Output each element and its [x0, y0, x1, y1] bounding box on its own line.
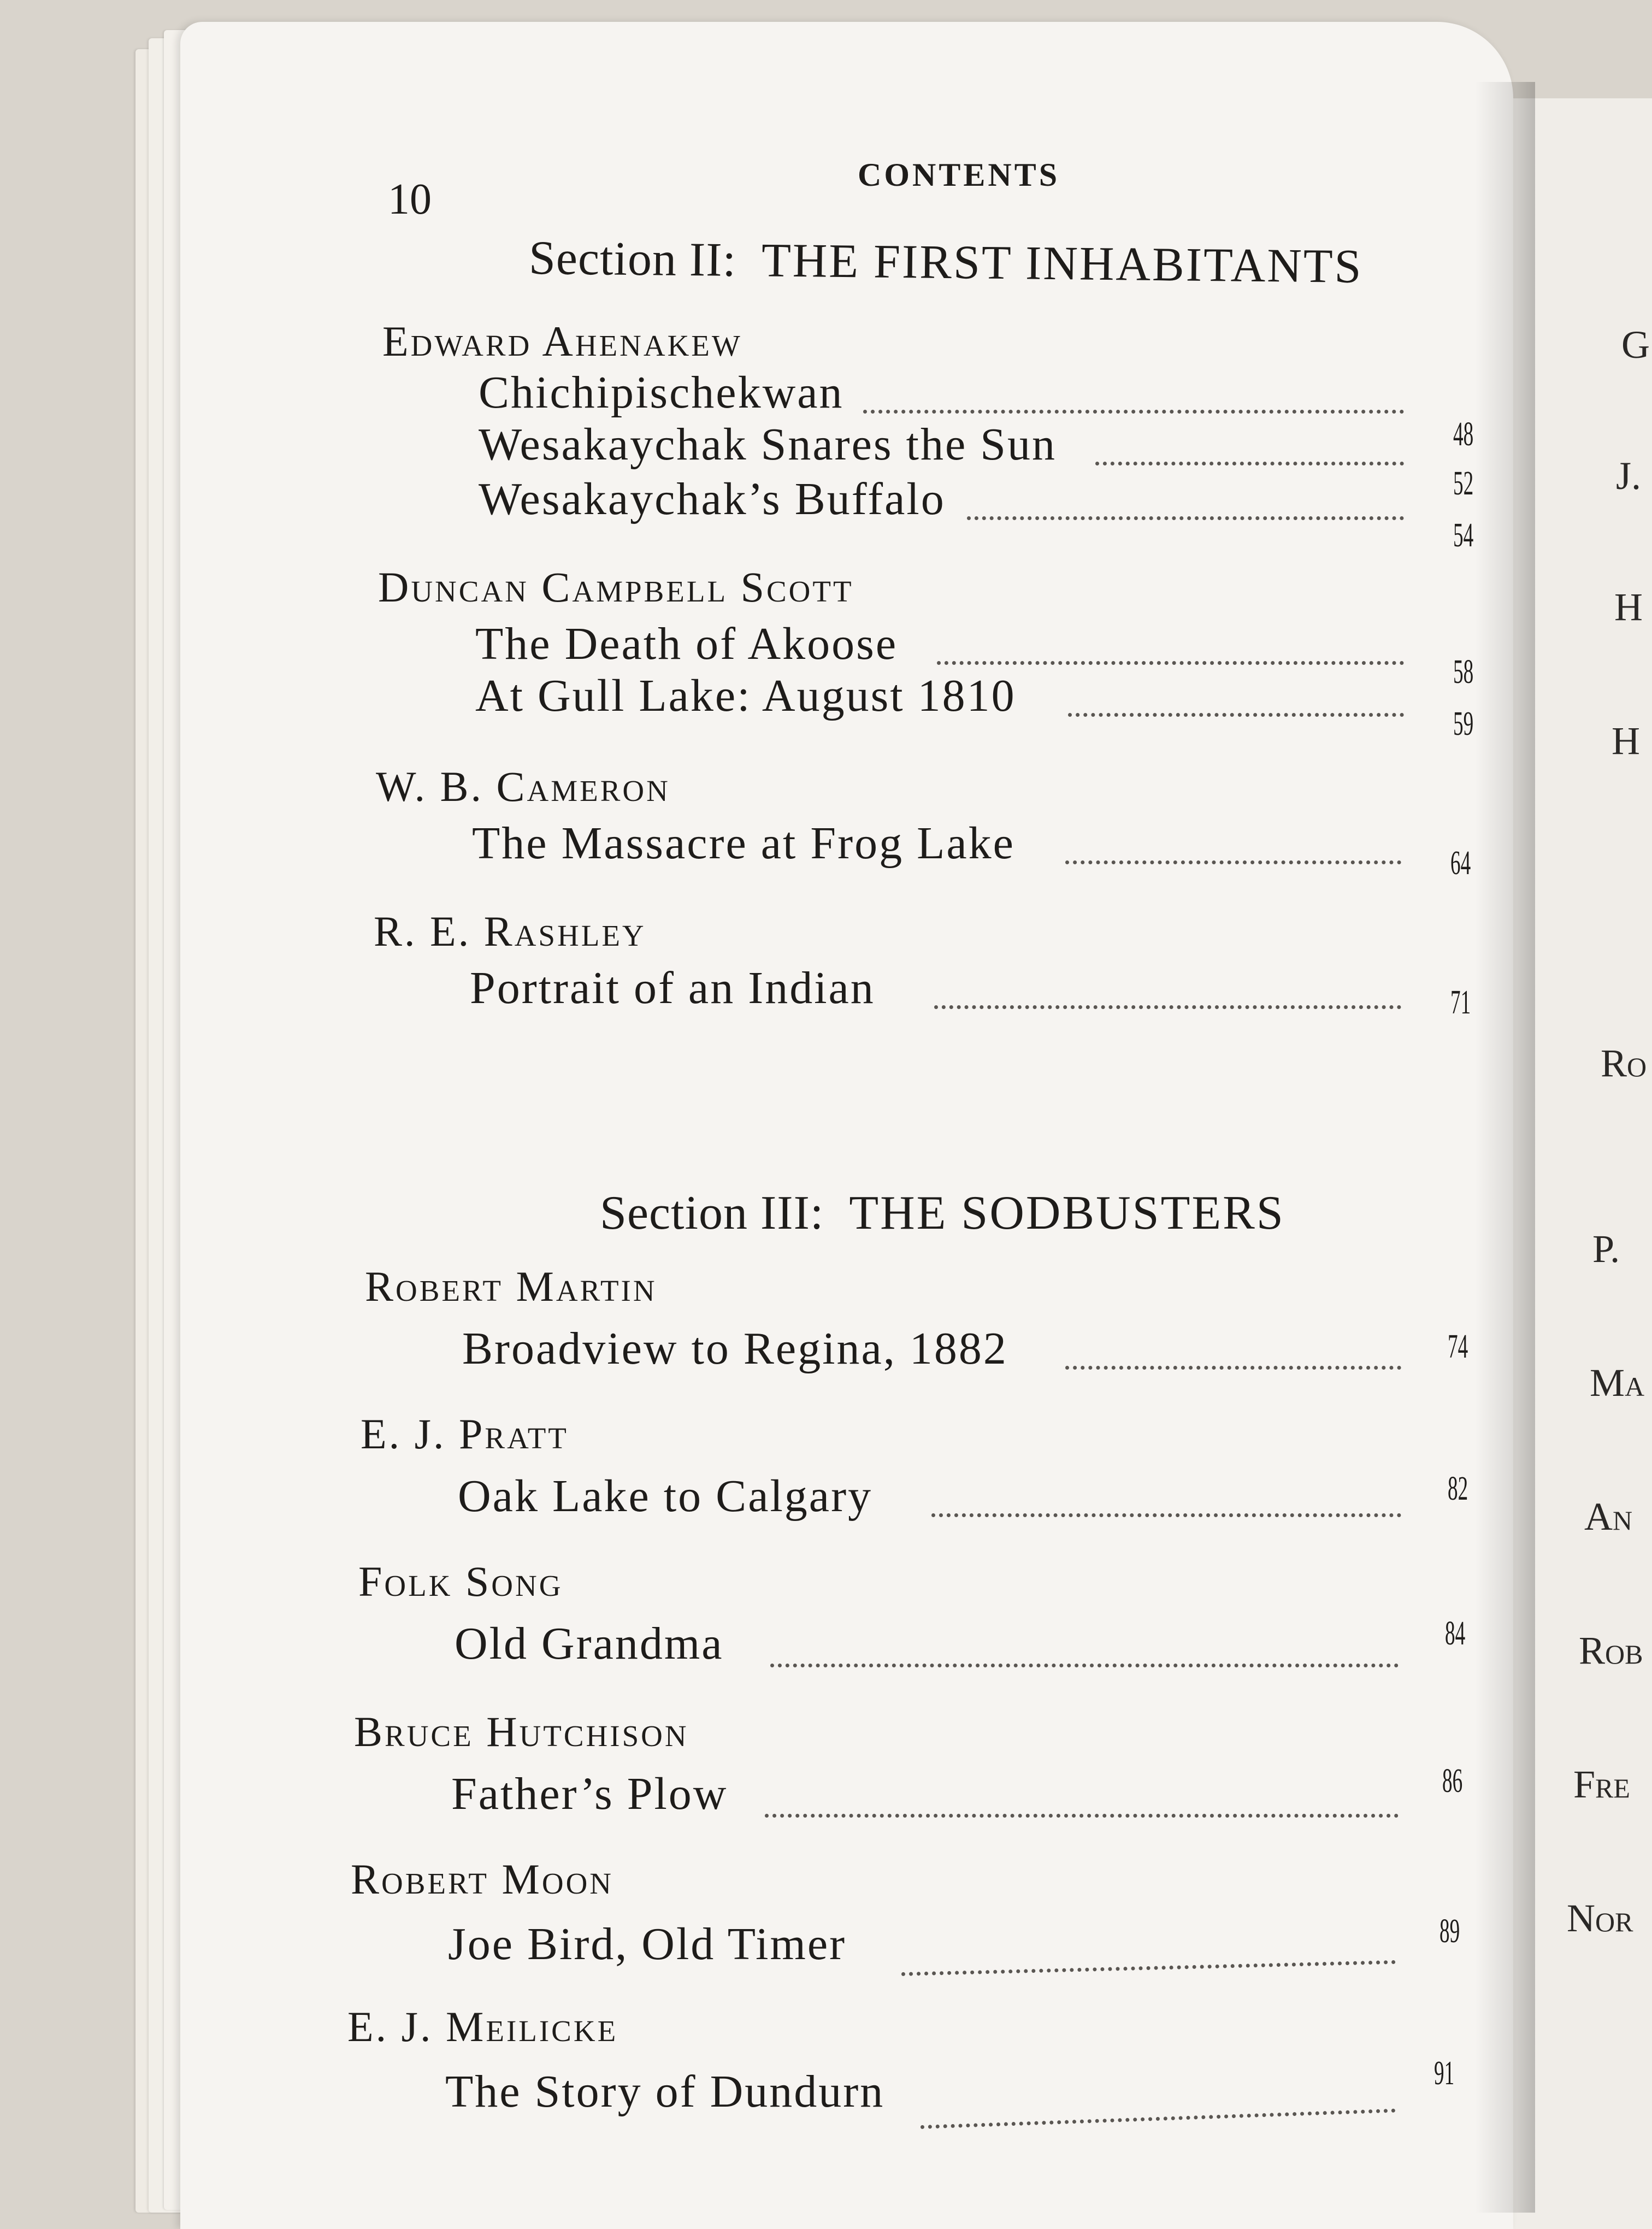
page-number: 10: [388, 175, 432, 223]
work-title: The Death of Akoose: [475, 618, 898, 669]
author-name: W. B. Cameron: [376, 763, 670, 810]
leader-dots: [1068, 713, 1404, 717]
leader-dots: [1065, 1366, 1401, 1370]
author-name: Robert Martin: [365, 1263, 657, 1310]
author-name: Folk Song: [358, 1558, 563, 1605]
leader-dots: [1095, 462, 1404, 465]
facing-page-fragment: Nor: [1567, 1896, 1633, 1940]
page-ref: 64: [1450, 845, 1471, 882]
section-name: THE FIRST INHABITANTS: [761, 234, 1364, 293]
work-title: Oak Lake to Calgary: [458, 1471, 873, 1522]
section-title: [600, 1186, 1285, 1241]
section-name: THE SODBUSTERS: [849, 1187, 1285, 1240]
work-title: Chichipischekwan: [479, 367, 844, 418]
page-ref: 89: [1439, 1913, 1460, 1950]
facing-page-fragment: H: [1612, 719, 1640, 763]
leader-dots: [934, 1005, 1401, 1009]
leader-dots: [1065, 860, 1401, 864]
page-ref: 74: [1448, 1328, 1468, 1365]
section-label: Section III:: [600, 1187, 824, 1240]
author-name: Edward Ahenakew: [382, 317, 742, 365]
author-name: Bruce Hutchison: [354, 1708, 689, 1755]
work-title: Joe Bird, Old Timer: [448, 1919, 847, 1969]
page-ref: 54: [1453, 517, 1474, 554]
facing-page-fragment: Rob: [1579, 1629, 1643, 1672]
book-gutter: [1475, 82, 1535, 2213]
page-ref: 91: [1434, 2055, 1455, 2092]
work-title: Old Grandma: [455, 1618, 724, 1669]
author-name: Duncan Campbell Scott: [378, 563, 854, 611]
page-ref: 59: [1453, 705, 1474, 742]
facing-page-fragment: Fre: [1573, 1762, 1630, 1806]
page-ref: 82: [1448, 1470, 1468, 1507]
leader-dots: [967, 516, 1404, 520]
leader-dots: [937, 661, 1404, 665]
page-ref: 58: [1453, 653, 1474, 691]
leader-dots: [863, 410, 1404, 414]
page-ref: 52: [1453, 465, 1474, 502]
page-ref: 48: [1453, 416, 1474, 453]
page-ref: 71: [1450, 984, 1471, 1021]
author-name: E. J. Meilicke: [347, 2003, 618, 2050]
work-title: The Story of Dundurn: [445, 2066, 885, 2117]
facing-page-fragment: G: [1621, 323, 1650, 367]
work-title: Wesakaychak’s Buffalo: [479, 474, 946, 524]
running-head: CONTENTS: [858, 157, 1060, 193]
work-title: Portrait of an Indian: [470, 963, 875, 1013]
work-title: Father’s Plow: [451, 1768, 728, 1819]
facing-page-fragment: An: [1584, 1495, 1633, 1538]
work-title: Broadview to Regina, 1882: [462, 1323, 1008, 1374]
section-title: [529, 231, 1364, 294]
work-title: The Massacre at Frog Lake: [472, 818, 1015, 869]
work-title: At Gull Lake: August 1810: [475, 670, 1016, 721]
facing-page-fragment: J.: [1616, 454, 1642, 498]
facing-page-fragment: P.: [1592, 1227, 1620, 1271]
work-title: Wesakaychak Snares the Sun: [479, 419, 1057, 470]
author-name: Robert Moon: [351, 1855, 614, 1903]
section-label: Section II:: [528, 232, 737, 287]
leader-dots: [931, 1513, 1401, 1517]
facing-page-fragment: Ma: [1590, 1361, 1645, 1405]
page-ref: 86: [1442, 1762, 1463, 1800]
page-ref: 84: [1445, 1615, 1466, 1652]
author-name: E. J. Pratt: [361, 1410, 569, 1458]
author-name: R. E. Rashley: [374, 907, 646, 955]
facing-page-fragment: H: [1614, 585, 1643, 629]
leader-dots: [765, 1814, 1399, 1818]
leader-dots: [770, 1664, 1399, 1667]
facing-page-fragment: Ro: [1601, 1041, 1647, 1085]
